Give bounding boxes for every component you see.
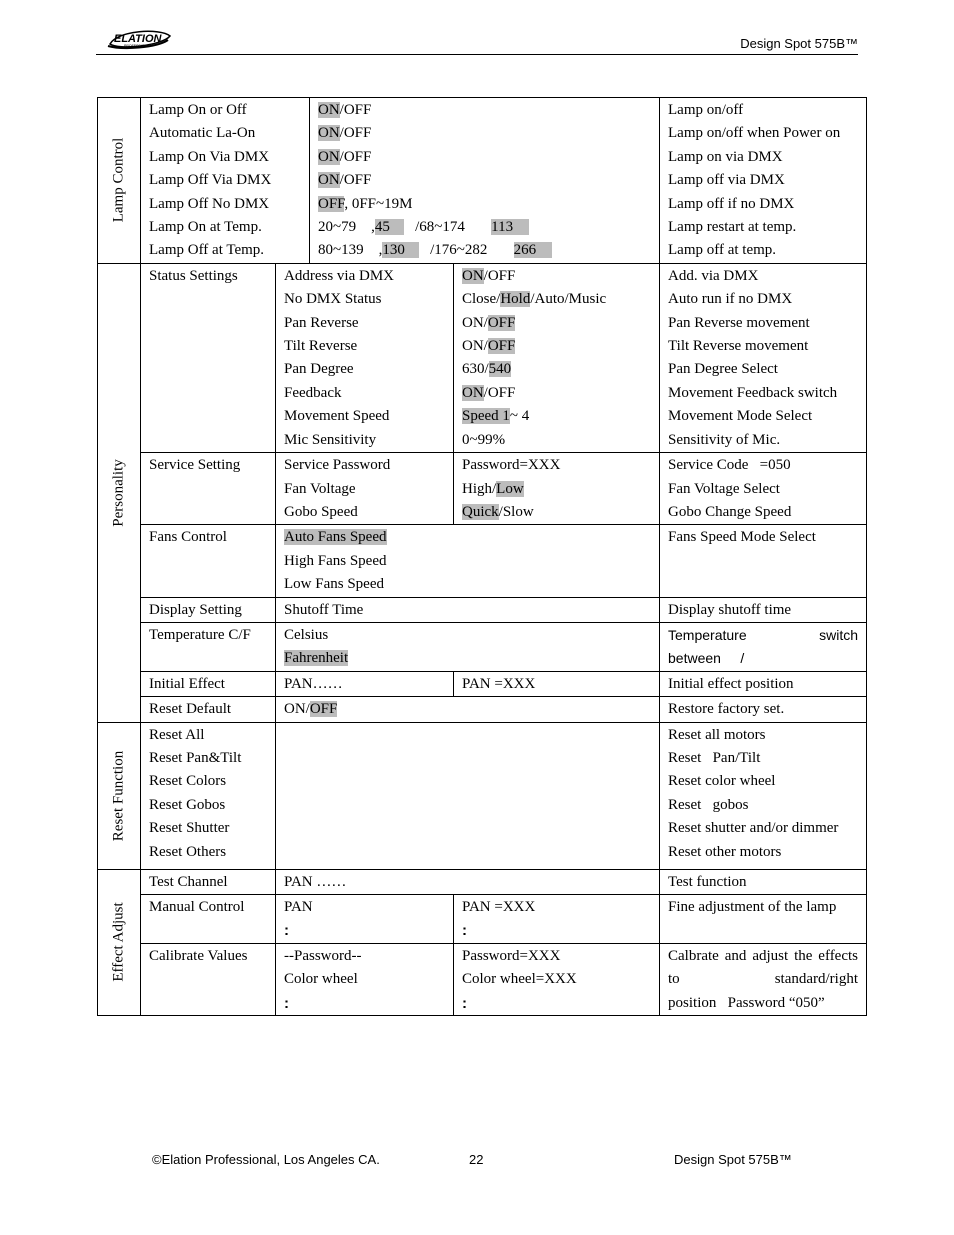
manual-control-description: Fine adjustment of the lamp (660, 894, 867, 943)
temperature-items: Celsius Fahrenheit (276, 622, 660, 671)
temperature-row (98, 622, 867, 671)
service-setting-descriptions: Service Code =050 Fan Voltage Select Gobo Change Speed (660, 453, 867, 525)
status-settings-row (98, 263, 867, 452)
reset-default-name: Reset Default (141, 697, 276, 722)
lamp-descriptions: Lamp on/off Lamp on/off when Power on Lamp on via DMX Lamp off via DMX Lamp off if no DMX Lamp restart at temp. Lamp off at temp. (660, 98, 867, 264)
initial-effect-item: PAN…… (276, 671, 454, 696)
reset-function-row (98, 722, 867, 869)
initial-effect-row (98, 671, 867, 696)
status-settings-items: Address via DMX No DMX Status Pan Reverse Tilt Reverse Pan Degree Feedback Movement Speed Mic Sensitivity (276, 263, 454, 452)
test-channel-row (98, 869, 867, 894)
header-title: Design Spot 575B™ (740, 36, 858, 51)
calibrate-values-description: Calbrate and adjust the effects to standard/right position Password “050” (660, 943, 867, 1015)
manual-control-value: PAN =XXX : (454, 894, 660, 943)
footer-title: Design Spot 575B™ (674, 1152, 792, 1167)
personality-label: Personality (98, 263, 141, 722)
menu-table (97, 97, 867, 1016)
lamp-control-row (98, 98, 867, 264)
service-setting-values: Password=XXX High/Low Quick/Slow (454, 453, 660, 525)
service-setting-items: Service Password Fan Voltage Gobo Speed (276, 453, 454, 525)
initial-effect-value: PAN =XXX (454, 671, 660, 696)
manual-control-item: PAN : (276, 894, 454, 943)
svg-text:ELATION: ELATION (114, 33, 162, 45)
test-channel-name: Test Channel (141, 869, 276, 894)
calibrate-values-values: Password=XXX Color wheel=XXX : (454, 943, 660, 1015)
fans-control-description: Fans Speed Mode Select (660, 525, 867, 597)
initial-effect-name: Initial Effect (141, 671, 276, 696)
initial-effect-description: Initial effect position (660, 671, 867, 696)
display-setting-name: Display Setting (141, 597, 276, 622)
test-channel-description: Test function (660, 869, 867, 894)
footer-copyright: ©Elation Professional, Los Angeles CA. (152, 1152, 380, 1167)
svg-text:PROFESSIONAL: PROFESSIONAL (124, 44, 152, 48)
calibrate-values-row (98, 943, 867, 1015)
lamp-control-label: Lamp Control (98, 98, 141, 264)
reset-function-descriptions: Reset all motors Reset Pan/Tilt Reset color wheel Reset gobos Reset shutter and/or dimmer Reset other motors (660, 722, 867, 869)
status-settings-name: Status Settings (141, 263, 276, 452)
temperature-name: Temperature C/F (141, 622, 276, 671)
calibrate-values-items: --Password-- Color wheel : (276, 943, 454, 1015)
status-settings-descriptions: Add. via DMX Auto run if no DMX Pan Reverse movement Tilt Reverse movement Pan Degree Select Movement Feedback switch Movement Mode Select Sensitivity of Mic. (660, 263, 867, 452)
service-setting-name: Service Setting (141, 453, 276, 525)
test-channel-item: PAN …… (276, 869, 660, 894)
reset-default-description: Restore factory set. (660, 697, 867, 722)
display-setting-description: Display shutoff time (660, 597, 867, 622)
display-setting-item: Shutoff Time (276, 597, 660, 622)
calibrate-values-name: Calibrate Values (141, 943, 276, 1015)
fans-control-items: Auto Fans Speed High Fans Speed Low Fans Speed (276, 525, 660, 597)
service-setting-row (98, 453, 867, 525)
reset-default-row (98, 697, 867, 722)
reset-function-empty (276, 722, 660, 869)
footer-page-number: 22 (469, 1152, 484, 1167)
display-setting-row (98, 597, 867, 622)
reset-default-value: ON/OFF (276, 697, 660, 722)
temperature-description: Temperature switch between / (660, 622, 867, 671)
lamp-values: ON/OFF ON/OFF ON/OFF ON/OFF OFF, 0FF~19M 20~79 ,45 /68~174 113 80~139 ,130 /176~282 266 (310, 98, 660, 264)
fans-control-name: Fans Control (141, 525, 276, 597)
elation-logo (104, 28, 172, 50)
effect-adjust-label: Effect Adjust (98, 869, 141, 1015)
header-rule (96, 54, 858, 55)
reset-function-label: Reset Function (98, 722, 141, 869)
status-settings-values: ON/OFF Close/Hold/Auto/Music ON/OFF ON/OFF 630/540 ON/OFF Speed 1~ 4 0~99% (454, 263, 660, 452)
lamp-functions: Lamp On or Off Automatic La-On Lamp On Via DMX Lamp Off Via DMX Lamp Off No DMX Lamp On at Temp. Lamp Off at Temp. (141, 98, 310, 264)
manual-control-row (98, 894, 867, 943)
manual-control-name: Manual Control (141, 894, 276, 943)
reset-function-items: Reset All Reset Pan&Tilt Reset Colors Reset Gobos Reset Shutter Reset Others (141, 722, 276, 869)
fans-control-row (98, 525, 867, 597)
